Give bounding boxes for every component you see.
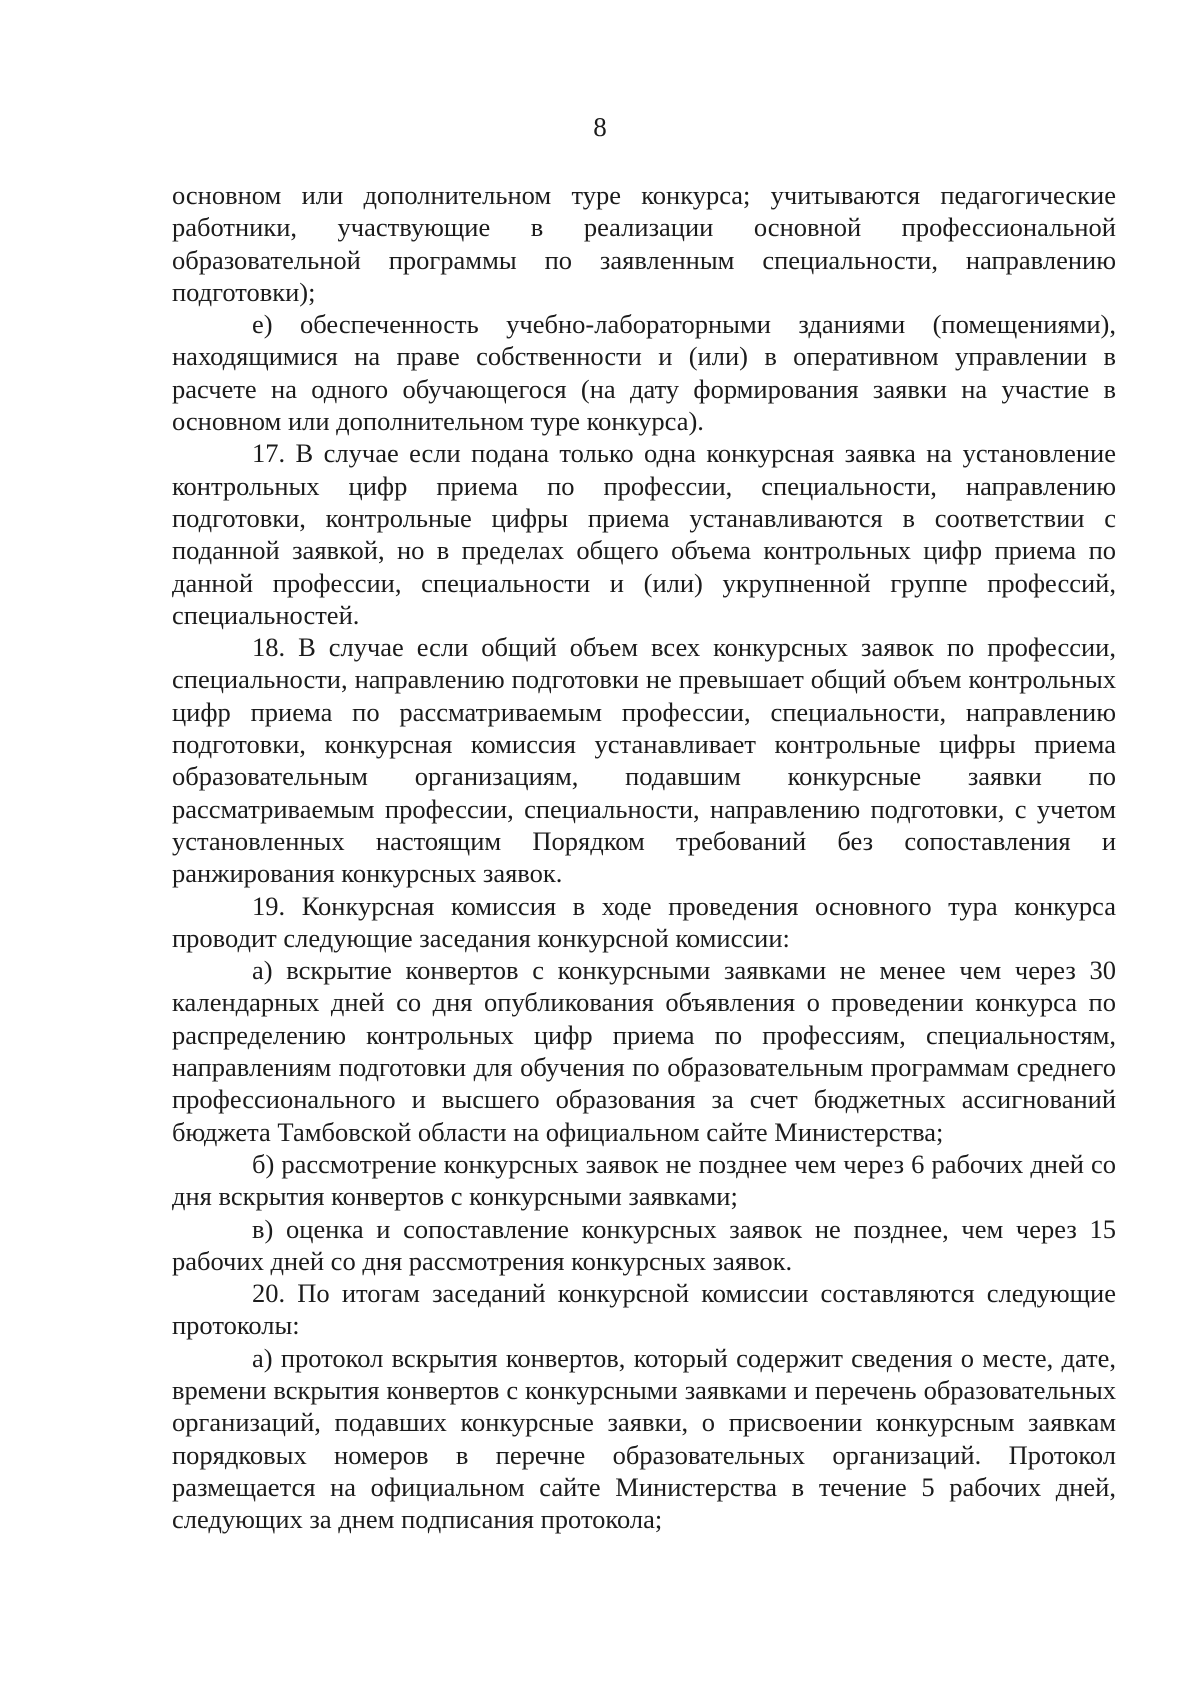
paragraph-clause-19-item-a: а) вскрытие конвертов с конкурсными заявками не менее чем через 30 календарных дней со дня опубликования объявления о проведении конкурса по распределению контрольных цифр приема по профессиям, специальностям, направлениям подготовки для обучения по образовательным программам среднего профессионального и высшего образования за счет бюджетных ассигнований бюджета Тамбовской области на официальном сайте Министерства; (172, 955, 1116, 1147)
paragraph-item-e: е) обеспеченность учебно-лабораторными зданиями (помещениями), находящимися на праве собственности и (или) в оперативном управлении в расчете на одного обучающегося (на дату формирования заявки на участие в основном или дополнительном туре конкурса). (172, 309, 1116, 437)
paragraph-clause-19: 19. Конкурсная комиссия в ходе проведения основного тура конкурса проводит следующие заседания конкурсной комиссии: (172, 890, 1116, 953)
paragraph-clause-20: 20. По итогам заседаний конкурсной комиссии составляются следующие протоколы: (172, 1278, 1116, 1341)
paragraph-clause-20-item-a: а) протокол вскрытия конвертов, который содержит сведения о месте, дате, времени вскрытия конвертов с конкурсными заявками и перечень образовательных организаций, подавших конкурсные заявки, о присвоении конкурсным заявкам порядковых номеров в перечне образовательных организаций. Протокол размещается на официальном сайте Министерства в течение 5 рабочих дней, следующих за днем подписания протокола; (172, 1342, 1116, 1535)
paragraph-clause-17: 17. В случае если подана только одна конкурсная заявка на установление контрольных цифр приема по профессии, специальности, направлению подготовки, контрольные цифры приема устанавливаются в соответствии с поданной заявкой, но в пределах общего объема контрольных цифр приема по данной профессии, специальности и (или) укрупненной группе профессий, специальностей. (172, 438, 1116, 630)
paragraph-clause-19-item-b: б) рассмотрение конкурсных заявок не позднее чем через 6 рабочих дней со дня вскрытия конвертов с конкурсными заявками; (172, 1148, 1116, 1212)
paragraph-continuation-criteria: основном или дополнительном туре конкурса; учитываются педагогические работники, участвующие в реализации основной профессиональной образовательной программы по заявленным специальности, направлению подготовки); (172, 180, 1116, 307)
document-body (172, 179, 1116, 1535)
paragraph-clause-19-item-v: в) оценка и сопоставление конкурсных заявок не позднее, чем через 15 рабочих дней со дня рассмотрения конкурсных заявок. (172, 1213, 1116, 1276)
page-number: 8 (593, 112, 607, 142)
paragraph-clause-18: 18. В случае если общий объем всех конкурсных заявок по профессии, специальности, направлению подготовки не превышает общий объем контрольных цифр приема по рассматриваемым профессии, специальности, направлению подготовки, конкурсная комиссия устанавливает контрольные цифры приема образовательным организациям, подавшим конкурсные заявки по рассматриваемым профессии, специальности, направлению подготовки, с учетом установленных настоящим Порядком требований без сопоставления и ранжирования конкурсных заявок. (172, 632, 1116, 889)
